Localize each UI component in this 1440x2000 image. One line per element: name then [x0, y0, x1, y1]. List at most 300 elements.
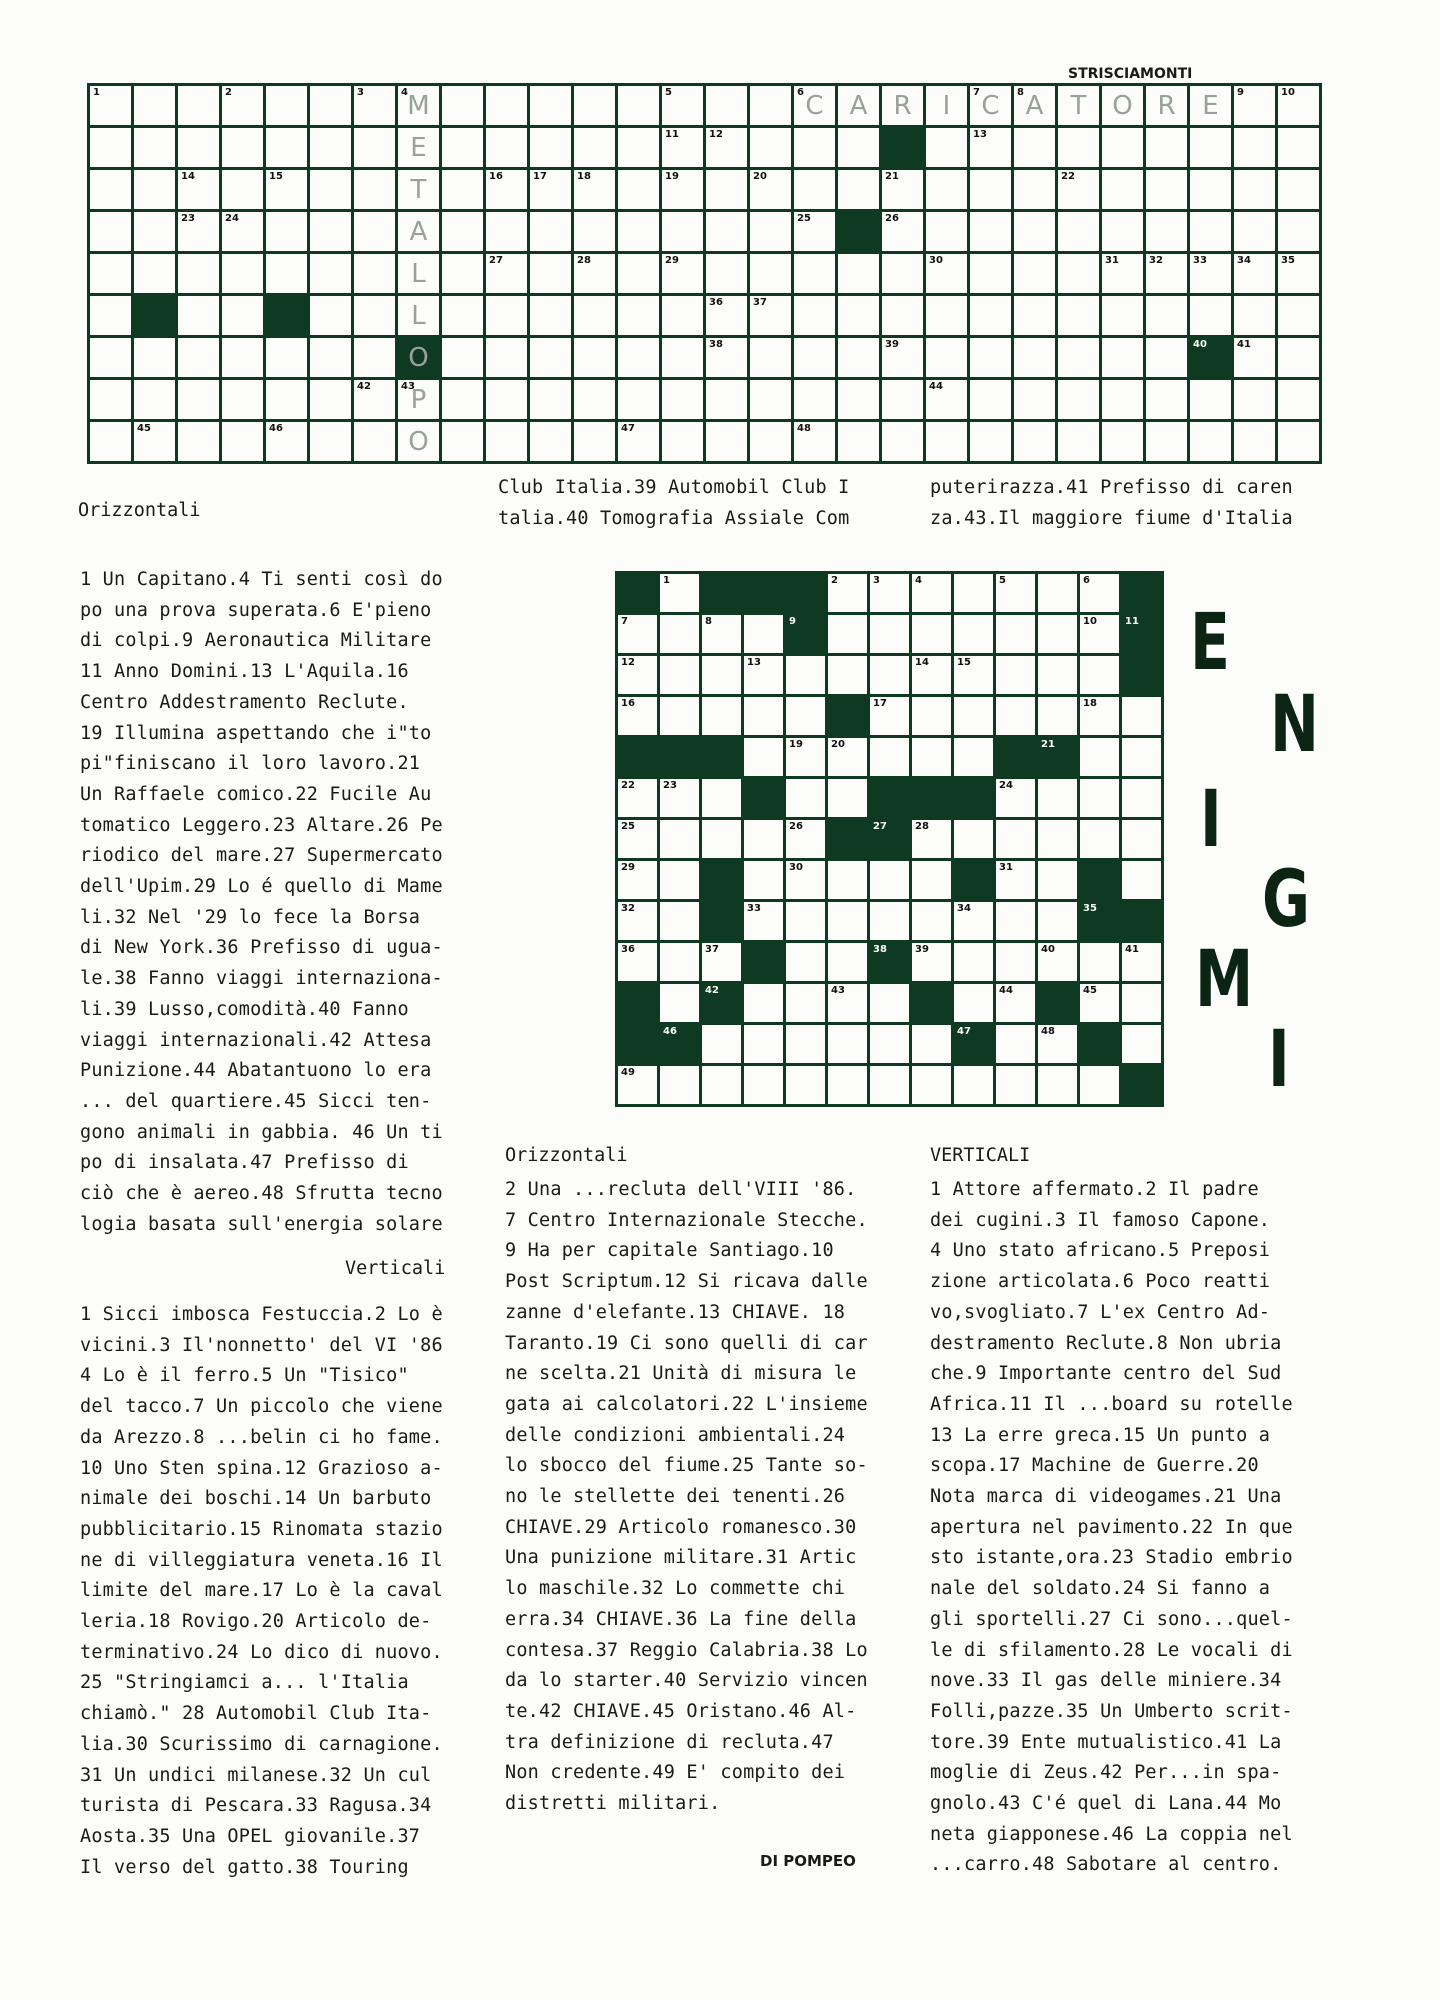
grid-cell[interactable] [1014, 380, 1055, 419]
grid-cell[interactable] [310, 254, 351, 293]
grid-cell[interactable] [744, 697, 783, 735]
grid-cell[interactable] [178, 380, 219, 419]
grid-cell[interactable] [222, 212, 263, 251]
grid-cell[interactable] [750, 338, 791, 377]
grid-cell[interactable] [1014, 296, 1055, 335]
grid-cell[interactable] [1038, 656, 1077, 694]
grid-cell[interactable] [1146, 212, 1187, 251]
grid-cell[interactable] [1122, 779, 1161, 817]
grid-cell[interactable] [266, 338, 307, 377]
grid-cell[interactable] [838, 338, 879, 377]
grid-cell[interactable] [398, 212, 439, 251]
grid-cell[interactable] [178, 212, 219, 251]
grid-cell[interactable] [838, 170, 879, 209]
grid-cell[interactable] [794, 422, 835, 461]
grid-cell[interactable] [1102, 170, 1143, 209]
grid-cell[interactable] [1234, 86, 1275, 125]
grid-cell[interactable] [954, 697, 993, 735]
grid-cell[interactable] [1278, 380, 1319, 419]
grid-cell[interactable] [882, 254, 923, 293]
grid-cell[interactable] [354, 128, 395, 167]
grid-cell[interactable] [1146, 128, 1187, 167]
grid-cell[interactable] [912, 861, 951, 899]
grid-cell[interactable] [660, 902, 699, 940]
grid-cell[interactable] [662, 254, 703, 293]
grid-cell[interactable] [134, 212, 175, 251]
grid-cell[interactable] [354, 338, 395, 377]
grid-cell[interactable] [486, 254, 527, 293]
grid-cell[interactable] [222, 422, 263, 461]
grid-cell[interactable] [882, 380, 923, 419]
grid-cell[interactable] [662, 212, 703, 251]
grid-cell[interactable] [1038, 574, 1077, 612]
grid-cell[interactable] [618, 212, 659, 251]
grid-cell[interactable] [912, 1025, 951, 1063]
grid-cell[interactable] [970, 128, 1011, 167]
grid-cell[interactable] [660, 984, 699, 1022]
grid-cell[interactable] [786, 943, 825, 981]
grid-cell[interactable] [222, 338, 263, 377]
grid-cell[interactable] [486, 338, 527, 377]
grid-cell[interactable] [744, 820, 783, 858]
grid-cell[interactable] [1102, 254, 1143, 293]
grid-cell[interactable] [702, 779, 741, 817]
grid-cell[interactable] [1080, 574, 1119, 612]
grid-cell[interactable] [618, 128, 659, 167]
grid-cell[interactable] [970, 338, 1011, 377]
grid-cell[interactable] [1190, 86, 1231, 125]
grid-cell[interactable] [786, 656, 825, 694]
grid-cell[interactable] [1122, 861, 1161, 899]
grid-cell[interactable] [618, 779, 657, 817]
grid-cell[interactable] [744, 656, 783, 694]
grid-cell[interactable] [660, 943, 699, 981]
grid-cell[interactable] [702, 697, 741, 735]
grid-cell[interactable] [134, 86, 175, 125]
grid-cell[interactable] [786, 697, 825, 735]
grid-cell[interactable] [786, 861, 825, 899]
grid-cell[interactable] [1058, 338, 1099, 377]
grid-cell[interactable] [266, 254, 307, 293]
grid-cell[interactable] [1102, 380, 1143, 419]
grid-cell[interactable] [354, 170, 395, 209]
grid-cell[interactable] [222, 170, 263, 209]
grid-cell[interactable] [266, 380, 307, 419]
grid-cell[interactable] [828, 574, 867, 612]
grid-cell[interactable] [786, 1025, 825, 1063]
grid-cell[interactable] [870, 574, 909, 612]
grid-cell[interactable] [1234, 338, 1275, 377]
grid-cell[interactable] [134, 254, 175, 293]
grid-cell[interactable] [870, 1025, 909, 1063]
grid-cell[interactable] [1234, 296, 1275, 335]
grid-cell[interactable] [1190, 128, 1231, 167]
grid-cell[interactable] [486, 212, 527, 251]
grid-cell[interactable] [996, 615, 1035, 653]
grid-cell[interactable] [90, 422, 131, 461]
grid-cell[interactable] [310, 338, 351, 377]
grid-cell[interactable] [794, 296, 835, 335]
grid-cell[interactable] [870, 902, 909, 940]
grid-cell[interactable] [1278, 170, 1319, 209]
grid-cell[interactable] [954, 615, 993, 653]
grid-cell[interactable] [794, 254, 835, 293]
grid-cell[interactable] [1234, 380, 1275, 419]
grid-cell[interactable] [828, 1025, 867, 1063]
grid-cell[interactable] [574, 254, 615, 293]
grid-cell[interactable] [1038, 861, 1077, 899]
grid-cell[interactable] [954, 738, 993, 776]
grid-cell[interactable] [744, 861, 783, 899]
grid-cell[interactable] [828, 779, 867, 817]
grid-cell[interactable] [702, 656, 741, 694]
grid-cell[interactable] [1038, 1025, 1077, 1063]
grid-cell[interactable] [1058, 170, 1099, 209]
grid-cell[interactable] [90, 380, 131, 419]
grid-cell[interactable] [882, 296, 923, 335]
grid-cell[interactable] [870, 1066, 909, 1104]
grid-cell[interactable] [354, 380, 395, 419]
grid-cell[interactable] [574, 380, 615, 419]
grid-cell[interactable] [954, 1066, 993, 1104]
grid-cell[interactable] [398, 254, 439, 293]
grid-cell[interactable] [1190, 422, 1231, 461]
grid-cell[interactable] [1038, 902, 1077, 940]
grid-cell[interactable] [926, 422, 967, 461]
grid-cell[interactable] [1038, 615, 1077, 653]
grid-cell[interactable] [912, 615, 951, 653]
grid-cell[interactable] [706, 170, 747, 209]
grid-cell[interactable] [618, 422, 659, 461]
grid-cell[interactable] [828, 1066, 867, 1104]
grid-cell[interactable] [828, 861, 867, 899]
grid-cell[interactable] [838, 86, 879, 125]
grid-cell[interactable] [926, 128, 967, 167]
grid-cell[interactable] [882, 422, 923, 461]
grid-cell[interactable] [750, 380, 791, 419]
grid-cell[interactable] [970, 422, 1011, 461]
grid-cell[interactable] [618, 615, 657, 653]
grid-cell[interactable] [662, 170, 703, 209]
grid-cell[interactable] [90, 170, 131, 209]
grid-cell[interactable] [706, 128, 747, 167]
grid-cell[interactable] [398, 128, 439, 167]
grid-cell[interactable] [266, 422, 307, 461]
grid-cell[interactable] [1102, 128, 1143, 167]
grid-cell[interactable] [996, 1066, 1035, 1104]
grid-cell[interactable] [1234, 254, 1275, 293]
grid-cell[interactable] [794, 212, 835, 251]
grid-cell[interactable] [660, 697, 699, 735]
grid-cell[interactable] [1058, 254, 1099, 293]
grid-cell[interactable] [996, 902, 1035, 940]
grid-cell[interactable] [706, 86, 747, 125]
grid-cell[interactable] [744, 1066, 783, 1104]
grid-cell[interactable] [486, 128, 527, 167]
grid-cell[interactable] [1058, 296, 1099, 335]
grid-cell[interactable] [786, 820, 825, 858]
grid-cell[interactable] [996, 656, 1035, 694]
grid-cell[interactable] [398, 380, 439, 419]
grid-cell[interactable] [618, 338, 659, 377]
grid-cell[interactable] [706, 254, 747, 293]
grid-cell[interactable] [310, 380, 351, 419]
grid-cell[interactable] [912, 820, 951, 858]
grid-cell[interactable] [398, 86, 439, 125]
grid-cell[interactable] [1190, 170, 1231, 209]
grid-cell[interactable] [1278, 296, 1319, 335]
grid-cell[interactable] [618, 656, 657, 694]
grid-cell[interactable] [954, 943, 993, 981]
grid-cell[interactable] [870, 861, 909, 899]
grid-cell[interactable] [1146, 170, 1187, 209]
grid-cell[interactable] [662, 422, 703, 461]
grid-cell[interactable] [706, 422, 747, 461]
grid-cell[interactable] [838, 380, 879, 419]
grid-cell[interactable] [1122, 820, 1161, 858]
grid-cell[interactable] [134, 338, 175, 377]
grid-cell[interactable] [354, 296, 395, 335]
grid-cell[interactable] [1234, 170, 1275, 209]
grid-cell[interactable] [662, 296, 703, 335]
grid-cell[interactable] [744, 1025, 783, 1063]
grid-cell[interactable] [744, 615, 783, 653]
grid-cell[interactable] [310, 128, 351, 167]
grid-cell[interactable] [618, 254, 659, 293]
grid-cell[interactable] [442, 296, 483, 335]
grid-cell[interactable] [618, 943, 657, 981]
grid-cell[interactable] [882, 338, 923, 377]
grid-cell[interactable] [702, 1066, 741, 1104]
grid-cell[interactable] [1278, 338, 1319, 377]
grid-cell[interactable] [828, 656, 867, 694]
grid-cell[interactable] [574, 338, 615, 377]
grid-cell[interactable] [222, 86, 263, 125]
grid-cell[interactable] [970, 254, 1011, 293]
grid-cell[interactable] [954, 656, 993, 694]
grid-cell[interactable] [838, 422, 879, 461]
grid-cell[interactable] [1278, 212, 1319, 251]
grid-cell[interactable] [1038, 1066, 1077, 1104]
grid-cell[interactable] [660, 1066, 699, 1104]
grid-cell[interactable] [618, 86, 659, 125]
grid-cell[interactable] [178, 338, 219, 377]
grid-cell[interactable] [882, 212, 923, 251]
grid-cell[interactable] [354, 254, 395, 293]
grid-cell[interactable] [222, 380, 263, 419]
grid-cell[interactable] [1058, 380, 1099, 419]
grid-cell[interactable] [178, 128, 219, 167]
grid-cell[interactable] [706, 338, 747, 377]
grid-cell[interactable] [618, 820, 657, 858]
grid-cell[interactable] [794, 170, 835, 209]
grid-cell[interactable] [530, 128, 571, 167]
grid-cell[interactable] [1080, 1066, 1119, 1104]
grid-cell[interactable] [926, 86, 967, 125]
grid-cell[interactable] [1038, 943, 1077, 981]
grid-cell[interactable] [90, 296, 131, 335]
grid-cell[interactable] [266, 212, 307, 251]
grid-cell[interactable] [1038, 779, 1077, 817]
grid-cell[interactable] [954, 820, 993, 858]
grid-cell[interactable] [1122, 1025, 1161, 1063]
grid-cell[interactable] [744, 902, 783, 940]
grid-cell[interactable] [660, 656, 699, 694]
grid-cell[interactable] [90, 212, 131, 251]
grid-cell[interactable] [870, 738, 909, 776]
grid-cell[interactable] [970, 170, 1011, 209]
grid-cell[interactable] [996, 1025, 1035, 1063]
grid-cell[interactable] [660, 615, 699, 653]
grid-cell[interactable] [954, 984, 993, 1022]
grid-cell[interactable] [1278, 254, 1319, 293]
grid-cell[interactable] [1080, 738, 1119, 776]
grid-cell[interactable] [750, 86, 791, 125]
grid-cell[interactable] [870, 697, 909, 735]
grid-cell[interactable] [882, 170, 923, 209]
grid-cell[interactable] [310, 212, 351, 251]
grid-cell[interactable] [618, 861, 657, 899]
grid-cell[interactable] [398, 296, 439, 335]
grid-cell[interactable] [618, 697, 657, 735]
grid-cell[interactable] [1146, 86, 1187, 125]
grid-cell[interactable] [442, 422, 483, 461]
grid-cell[interactable] [870, 615, 909, 653]
grid-cell[interactable] [1190, 254, 1231, 293]
grid-cell[interactable] [1278, 86, 1319, 125]
grid-cell[interactable] [90, 128, 131, 167]
grid-cell[interactable] [442, 380, 483, 419]
grid-cell[interactable] [750, 254, 791, 293]
grid-cell[interactable] [1234, 212, 1275, 251]
grid-cell[interactable] [926, 380, 967, 419]
grid-cell[interactable] [1014, 338, 1055, 377]
grid-cell[interactable] [1080, 943, 1119, 981]
grid-cell[interactable] [134, 128, 175, 167]
grid-cell[interactable] [574, 296, 615, 335]
grid-cell[interactable] [702, 820, 741, 858]
grid-cell[interactable] [618, 296, 659, 335]
grid-cell[interactable] [1058, 86, 1099, 125]
grid-cell[interactable] [1122, 984, 1161, 1022]
grid-cell[interactable] [706, 296, 747, 335]
grid-cell[interactable] [912, 574, 951, 612]
grid-cell[interactable] [1146, 296, 1187, 335]
grid-cell[interactable] [926, 296, 967, 335]
grid-cell[interactable] [1080, 656, 1119, 694]
grid-cell[interactable] [662, 338, 703, 377]
grid-cell[interactable] [574, 170, 615, 209]
grid-cell[interactable] [870, 656, 909, 694]
grid-cell[interactable] [266, 128, 307, 167]
grid-cell[interactable] [1122, 697, 1161, 735]
grid-cell[interactable] [178, 86, 219, 125]
grid-cell[interactable] [222, 128, 263, 167]
grid-cell[interactable] [618, 902, 657, 940]
grid-cell[interactable] [574, 86, 615, 125]
grid-cell[interactable] [354, 86, 395, 125]
grid-cell[interactable] [1102, 86, 1143, 125]
grid-cell[interactable] [1014, 170, 1055, 209]
grid-cell[interactable] [442, 338, 483, 377]
grid-cell[interactable] [926, 338, 967, 377]
grid-cell[interactable] [1014, 422, 1055, 461]
grid-cell[interactable] [486, 170, 527, 209]
grid-cell[interactable] [750, 212, 791, 251]
grid-cell[interactable] [1102, 422, 1143, 461]
grid-cell[interactable] [1038, 697, 1077, 735]
grid-cell[interactable] [662, 380, 703, 419]
grid-cell[interactable] [870, 984, 909, 1022]
grid-cell[interactable] [354, 212, 395, 251]
grid-cell[interactable] [310, 86, 351, 125]
grid-cell[interactable] [1014, 254, 1055, 293]
grid-cell[interactable] [222, 254, 263, 293]
grid-cell[interactable] [702, 1025, 741, 1063]
grid-cell[interactable] [1058, 128, 1099, 167]
grid-cell[interactable] [750, 170, 791, 209]
grid-cell[interactable] [996, 779, 1035, 817]
grid-cell[interactable] [702, 943, 741, 981]
grid-cell[interactable] [706, 380, 747, 419]
grid-cell[interactable] [618, 1066, 657, 1104]
grid-cell[interactable] [828, 902, 867, 940]
grid-cell[interactable] [398, 170, 439, 209]
grid-cell[interactable] [1058, 422, 1099, 461]
grid-cell[interactable] [954, 574, 993, 612]
grid-cell[interactable] [310, 422, 351, 461]
grid-cell[interactable] [310, 296, 351, 335]
grid-cell[interactable] [786, 738, 825, 776]
grid-cell[interactable] [1278, 422, 1319, 461]
grid-cell[interactable] [1122, 738, 1161, 776]
grid-cell[interactable] [1234, 128, 1275, 167]
grid-cell[interactable] [912, 902, 951, 940]
grid-cell[interactable] [398, 422, 439, 461]
grid-cell[interactable] [574, 422, 615, 461]
grid-cell[interactable] [486, 296, 527, 335]
grid-cell[interactable] [750, 296, 791, 335]
grid-cell[interactable] [1122, 943, 1161, 981]
grid-cell[interactable] [702, 615, 741, 653]
grid-cell[interactable] [794, 338, 835, 377]
grid-cell[interactable] [744, 738, 783, 776]
grid-cell[interactable] [618, 170, 659, 209]
grid-cell[interactable] [530, 254, 571, 293]
grid-cell[interactable] [970, 296, 1011, 335]
grid-cell[interactable] [828, 984, 867, 1022]
grid-cell[interactable] [828, 738, 867, 776]
grid-cell[interactable] [618, 380, 659, 419]
grid-cell[interactable] [442, 254, 483, 293]
grid-cell[interactable] [750, 128, 791, 167]
grid-cell[interactable] [660, 861, 699, 899]
grid-cell[interactable] [442, 170, 483, 209]
grid-cell[interactable] [786, 984, 825, 1022]
grid-cell[interactable] [530, 296, 571, 335]
grid-cell[interactable] [926, 170, 967, 209]
grid-cell[interactable] [574, 128, 615, 167]
grid-cell[interactable] [926, 254, 967, 293]
grid-cell[interactable] [828, 943, 867, 981]
grid-cell[interactable] [442, 86, 483, 125]
grid-cell[interactable] [660, 820, 699, 858]
grid-cell[interactable] [1014, 212, 1055, 251]
grid-cell[interactable] [530, 170, 571, 209]
grid-cell[interactable] [530, 338, 571, 377]
grid-cell[interactable] [750, 422, 791, 461]
grid-cell[interactable] [1146, 422, 1187, 461]
